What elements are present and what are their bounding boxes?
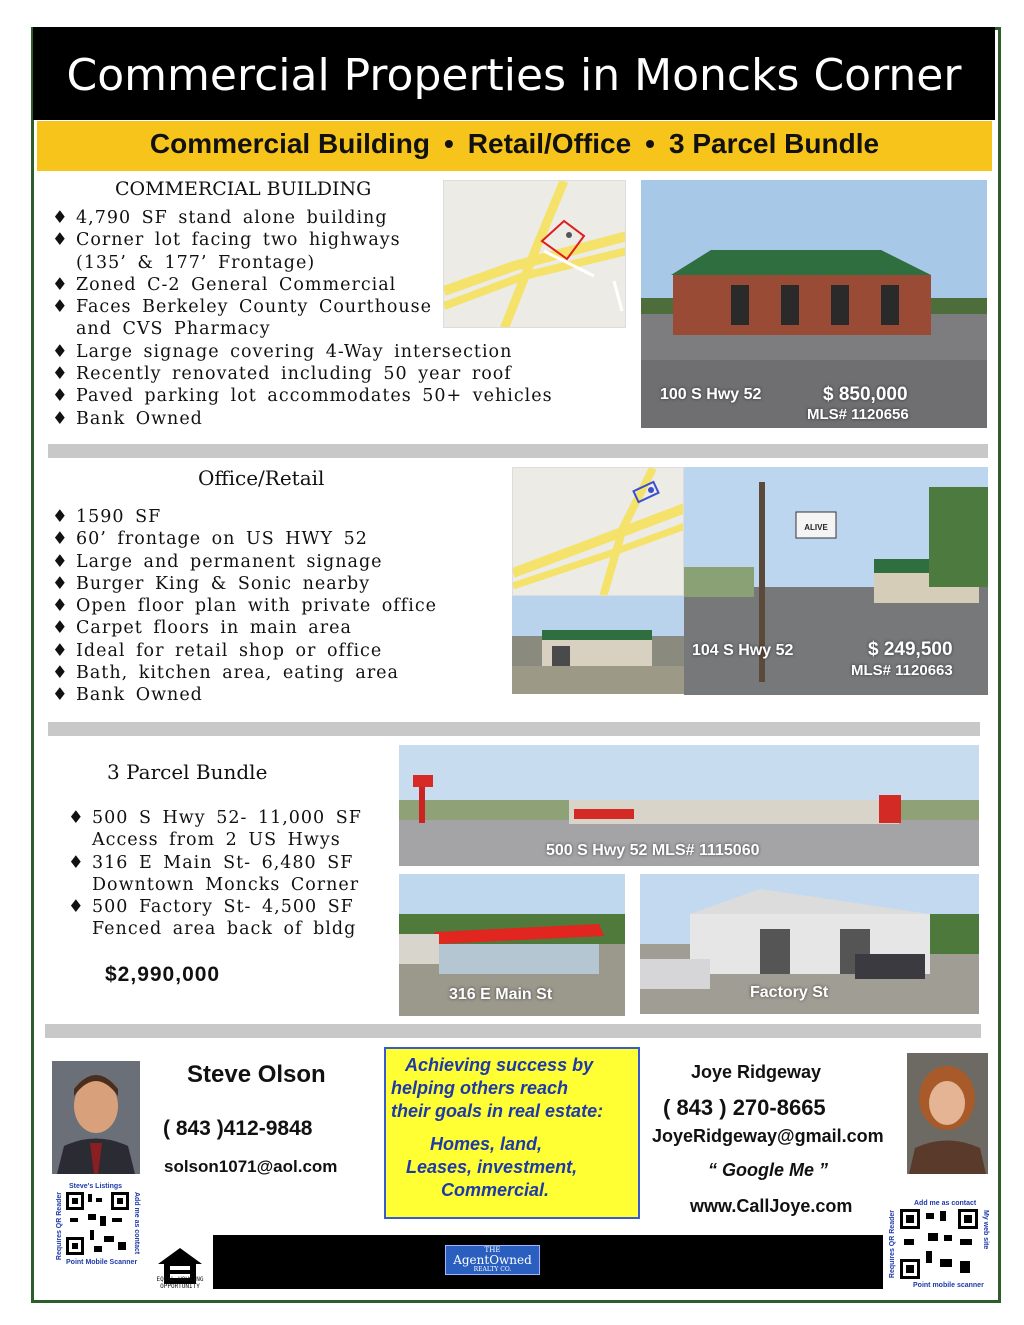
building-photo xyxy=(512,596,684,694)
equal-housing-text: EQUAL HOUSING OPPORTUNITY xyxy=(156,1276,204,1290)
diamond-bullet-icon: ♦ xyxy=(52,529,69,550)
agent-photo-steve xyxy=(52,1061,140,1174)
feature-item: ♦ 500 S Hwy 52- 11,000 SF xyxy=(68,808,362,828)
agent-photo-joye xyxy=(907,1053,988,1174)
diamond-bullet-icon: ♦ xyxy=(52,386,69,407)
feature-item: ♦ Recently renovated including 50 year roof xyxy=(52,364,512,385)
diamond-bullet-icon: ♦ xyxy=(52,573,69,594)
agent-email-steve[interactable]: solson1071@aol.com xyxy=(164,1157,338,1176)
diamond-bullet-icon: ♦ xyxy=(52,408,69,429)
feature-item: ♦ 1590 SF xyxy=(52,507,162,527)
feature-list-parcel-bundle xyxy=(68,807,362,941)
qr-code-steve[interactable] xyxy=(66,1192,129,1255)
property-price: $ 850,000 xyxy=(823,384,908,405)
qr-code-icon xyxy=(900,1209,978,1279)
feature-list-office-retail xyxy=(52,506,437,707)
diamond-bullet-icon: ♦ xyxy=(52,208,69,228)
section-divider xyxy=(45,1024,981,1038)
diamond-bullet-icon: ♦ xyxy=(52,596,69,617)
diamond-bullet-icon: ♦ xyxy=(52,685,69,706)
tagline-line: Homes, land, xyxy=(430,1134,543,1154)
property-mls: MLS# 1120663 xyxy=(851,662,953,679)
diamond-bullet-icon: ♦ xyxy=(52,551,69,572)
feature-item: ♦ Ideal for retail shop or office xyxy=(52,640,383,661)
feature-item: ♦ Faces Berkeley County Courthouse xyxy=(52,297,432,318)
feature-item: ♦ Bank Owned xyxy=(52,685,203,706)
property-address: 104 S Hwy 52 xyxy=(692,642,794,659)
feature-item: ♦ 316 E Main St- 6,480 SF xyxy=(68,852,354,873)
location-map-2 xyxy=(512,467,684,596)
property-label: 500 S Hwy 52 MLS# 1115060 xyxy=(546,842,760,859)
map-image xyxy=(444,181,626,328)
subtitle-separator: • xyxy=(443,128,454,159)
property-photo-100-s-hwy-52 xyxy=(641,180,987,428)
feature-item: ♦ 60’ frontage on US HWY 52 xyxy=(52,529,368,550)
page-title: Commercial Properties in Moncks Corner xyxy=(66,50,962,101)
feature-item: ♦ Open floor plan with private office xyxy=(52,596,438,617)
tagline-line: Leases, investment, xyxy=(406,1157,578,1177)
property-photo-316-e-main-st xyxy=(399,874,625,1016)
footer-bar xyxy=(213,1235,883,1289)
subtitle-item-bundle: 3 Parcel Bundle xyxy=(668,128,880,159)
section-title-parcel-bundle: 3 Parcel Bundle xyxy=(107,760,268,784)
agent-website-joye[interactable]: www.CallJoye.com xyxy=(690,1196,853,1216)
feature-item: ♦ Large signage covering 4-Way intersection xyxy=(52,341,513,362)
section-divider xyxy=(48,444,988,458)
feature-item: ♦ 4,790 SF stand alone building xyxy=(52,208,388,228)
agent-phone-steve[interactable]: ( 843 )412-9848 xyxy=(163,1117,313,1140)
section-divider xyxy=(48,722,980,736)
qr-side-left: Requires QR Reader xyxy=(56,1192,63,1261)
feature-item: (135’ & 177’ Frontage) xyxy=(76,252,316,273)
tagline-line: Achieving success by xyxy=(405,1055,594,1075)
qr-side-right: My web site xyxy=(982,1210,989,1250)
qr-side-right: Add me as contact xyxy=(133,1192,140,1255)
diamond-bullet-icon: ♦ xyxy=(52,341,69,362)
feature-item: and CVS Pharmacy xyxy=(76,319,271,340)
property-price: $ 249,500 xyxy=(868,639,953,660)
avatar xyxy=(907,1053,988,1174)
diamond-bullet-icon: ♦ xyxy=(52,507,69,527)
tagline-line: helping others reach xyxy=(391,1078,569,1098)
diamond-bullet-icon: ♦ xyxy=(52,364,69,385)
property-photo-500-s-hwy-52 xyxy=(399,745,979,866)
property-label: Factory St xyxy=(750,984,829,1001)
feature-item: ♦ Corner lot facing two highways xyxy=(52,230,401,251)
agent-name-steve: Steve Olson xyxy=(187,1061,326,1088)
property-label: 316 E Main St xyxy=(449,986,553,1003)
feature-item: ♦ 500 Factory St- 4,500 SF xyxy=(68,897,354,918)
feature-item: ♦ Bath, kitchen area, eating area xyxy=(52,663,399,684)
subtitle-item-building: Commercial Building xyxy=(149,128,430,159)
avatar xyxy=(52,1061,140,1174)
google-me-text: “ Google Me ” xyxy=(708,1160,829,1180)
qr-code-icon xyxy=(66,1192,129,1255)
diamond-bullet-icon: ♦ xyxy=(52,274,69,295)
feature-item: ♦ Carpet floors in main area xyxy=(52,618,352,639)
property-photo-factory-st xyxy=(640,874,979,1014)
tagline-line: Commercial. xyxy=(441,1180,550,1200)
property-mls: MLS# 1120656 xyxy=(807,406,909,423)
diamond-bullet-icon: ♦ xyxy=(52,618,69,639)
feature-item: ♦ Paved parking lot accommodates 50+ vehicles xyxy=(52,386,553,407)
bundle-price: $2,990,000 xyxy=(105,963,221,986)
feature-item: ♦ Bank Owned xyxy=(52,408,203,429)
property-address: 100 S Hwy 52 xyxy=(660,386,762,403)
tagline-line: their goals in real estate: xyxy=(391,1101,604,1121)
map-image xyxy=(513,468,684,596)
subtitle xyxy=(37,128,992,160)
subtitle-separator: • xyxy=(645,128,655,159)
location-map-1 xyxy=(443,180,626,328)
sign-text: ALIVE xyxy=(804,523,828,532)
diamond-bullet-icon: ♦ xyxy=(68,852,85,873)
agent-email-joye[interactable]: JoyeRidgeway@gmail.com xyxy=(652,1126,884,1146)
feature-item: Downtown Moncks Corner xyxy=(92,874,360,895)
diamond-bullet-icon: ♦ xyxy=(52,297,69,318)
qr-code-joye[interactable] xyxy=(900,1209,978,1279)
feature-item: Access from 2 US Hwys xyxy=(92,830,341,851)
qr-caption-joye: Add me as contact xyxy=(914,1200,977,1207)
qr-bottom-steve: Point Mobile Scanner xyxy=(66,1259,138,1266)
diamond-bullet-icon: ♦ xyxy=(52,230,69,251)
agent-name-joye: Joye Ridgeway xyxy=(691,1062,822,1082)
feature-item: ♦ Large and permanent signage xyxy=(52,551,383,572)
section-title-office-retail: Office/Retail xyxy=(198,466,325,490)
feature-item: ♦ Zoned C-2 General Commercial xyxy=(52,274,397,295)
property-photo-104-interior-view xyxy=(512,596,684,694)
agent-phone-joye[interactable]: ( 843 ) 270-8665 xyxy=(663,1095,826,1120)
qr-caption-steve: Steve's Listings xyxy=(69,1183,123,1190)
qr-bottom-joye: Point mobile scanner xyxy=(913,1282,984,1289)
feature-item: Fenced area back of bldg xyxy=(92,919,357,940)
section-title-commercial-building: COMMERCIAL BUILDING xyxy=(115,178,372,200)
qr-side-left: Requires QR Reader xyxy=(889,1210,896,1279)
subtitle-item-retail: Retail/Office xyxy=(467,128,632,159)
diamond-bullet-icon: ♦ xyxy=(52,640,69,661)
diamond-bullet-icon: ♦ xyxy=(52,663,69,684)
feature-item: ♦ Burger King & Sonic nearby xyxy=(52,573,371,594)
agentowned-logo: THE AgentOwned REALTY CO. xyxy=(445,1245,540,1275)
diamond-bullet-icon: ♦ xyxy=(68,808,85,828)
property-photo-104-s-hwy-52 xyxy=(684,467,988,695)
diamond-bullet-icon: ♦ xyxy=(68,897,85,918)
